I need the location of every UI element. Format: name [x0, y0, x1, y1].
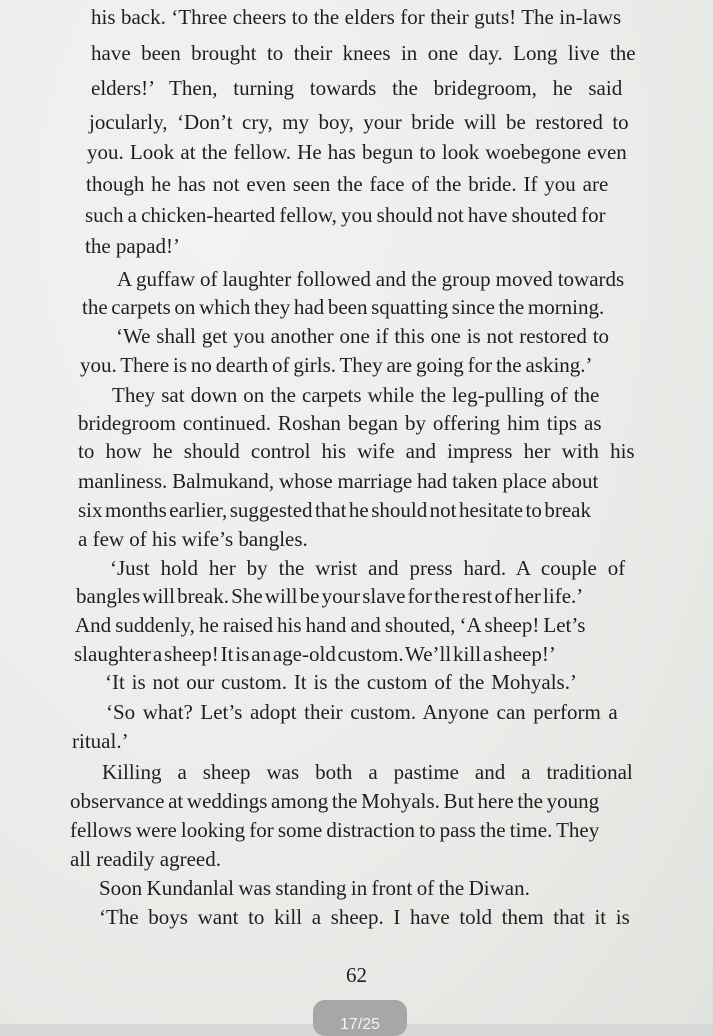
text-line: ‘So what? Let’s adopt their custom. Anyone can perform a: [106, 700, 618, 724]
text-line: though he has not even seen the face of the bride. If you are: [86, 172, 609, 196]
text-line: ‘We shall get you another one if this one is not restored to: [116, 324, 610, 348]
text-line: And suddenly, he raised his hand and shouted, ‘A sheep! Let’s: [75, 613, 586, 637]
text-line: Soon Kundanlal was standing in front of the Diwan.: [99, 876, 530, 900]
text-line: observance at weddings among the Mohyals. But here the young: [70, 789, 600, 813]
text-line: his back. ‘Three cheers to the elders for their guts! The in-laws: [91, 5, 622, 29]
text-line: slaughter a sheep! It is an age-old custom. We’ll kill a sheep!’: [74, 642, 556, 666]
text-line: all readily agreed.: [70, 847, 221, 871]
text-line: a few of his wife’s bangles.: [78, 527, 308, 551]
text-line: manliness. Balmukand, whose marriage had taken place about: [78, 469, 599, 493]
text-line: bridegroom continued. Roshan began by offering him tips as: [78, 411, 602, 435]
text-line: have been brought to their knees in one day. Long live the: [91, 41, 636, 65]
text-line: the papad!’: [85, 234, 181, 258]
text-line: A guffaw of laughter followed and the group moved towards: [117, 267, 625, 291]
text-line: the carpets on which they had been squatting since the morning.: [82, 295, 605, 319]
text-line: ‘It is not our custom. It is the custom of the Mohyals.’: [105, 670, 577, 694]
text-line: you. Look at the fellow. He has begun to look woebegone even: [87, 140, 627, 164]
text-line: ritual.’: [72, 729, 129, 753]
text-line: ‘Just hold her by the wrist and press hard. A couple of: [110, 556, 626, 580]
text-line: bangles will break. She will be your slave for the rest of her life.’: [76, 584, 584, 608]
text-line: you. There is no dearth of girls. They are going for the asking.’: [80, 353, 593, 377]
text-line: jocularly, ‘Don’t cry, my boy, your bride will be restored to: [89, 110, 629, 134]
text-line: elders!’ Then, turning towards the bridegroom, he said: [91, 76, 623, 100]
text-line: They sat down on the carpets while the leg-pulling of the: [112, 383, 600, 407]
text-line: six months earlier, suggested that he should not hesitate to break: [78, 498, 591, 522]
text-line: to how he should control his wife and impress her with his: [78, 439, 635, 463]
page-number: 62: [346, 963, 367, 987]
page-indicator: 17/25: [313, 1000, 407, 1036]
text-line: such a chicken-hearted fellow, you should not have shouted for: [85, 203, 606, 227]
text-line: fellows were looking for some distraction to pass the time. They: [70, 818, 600, 842]
text-line: Killing a sheep was both a pastime and a traditional: [102, 760, 633, 784]
text-line: ‘The boys want to kill a sheep. I have told them that it is: [99, 905, 630, 929]
